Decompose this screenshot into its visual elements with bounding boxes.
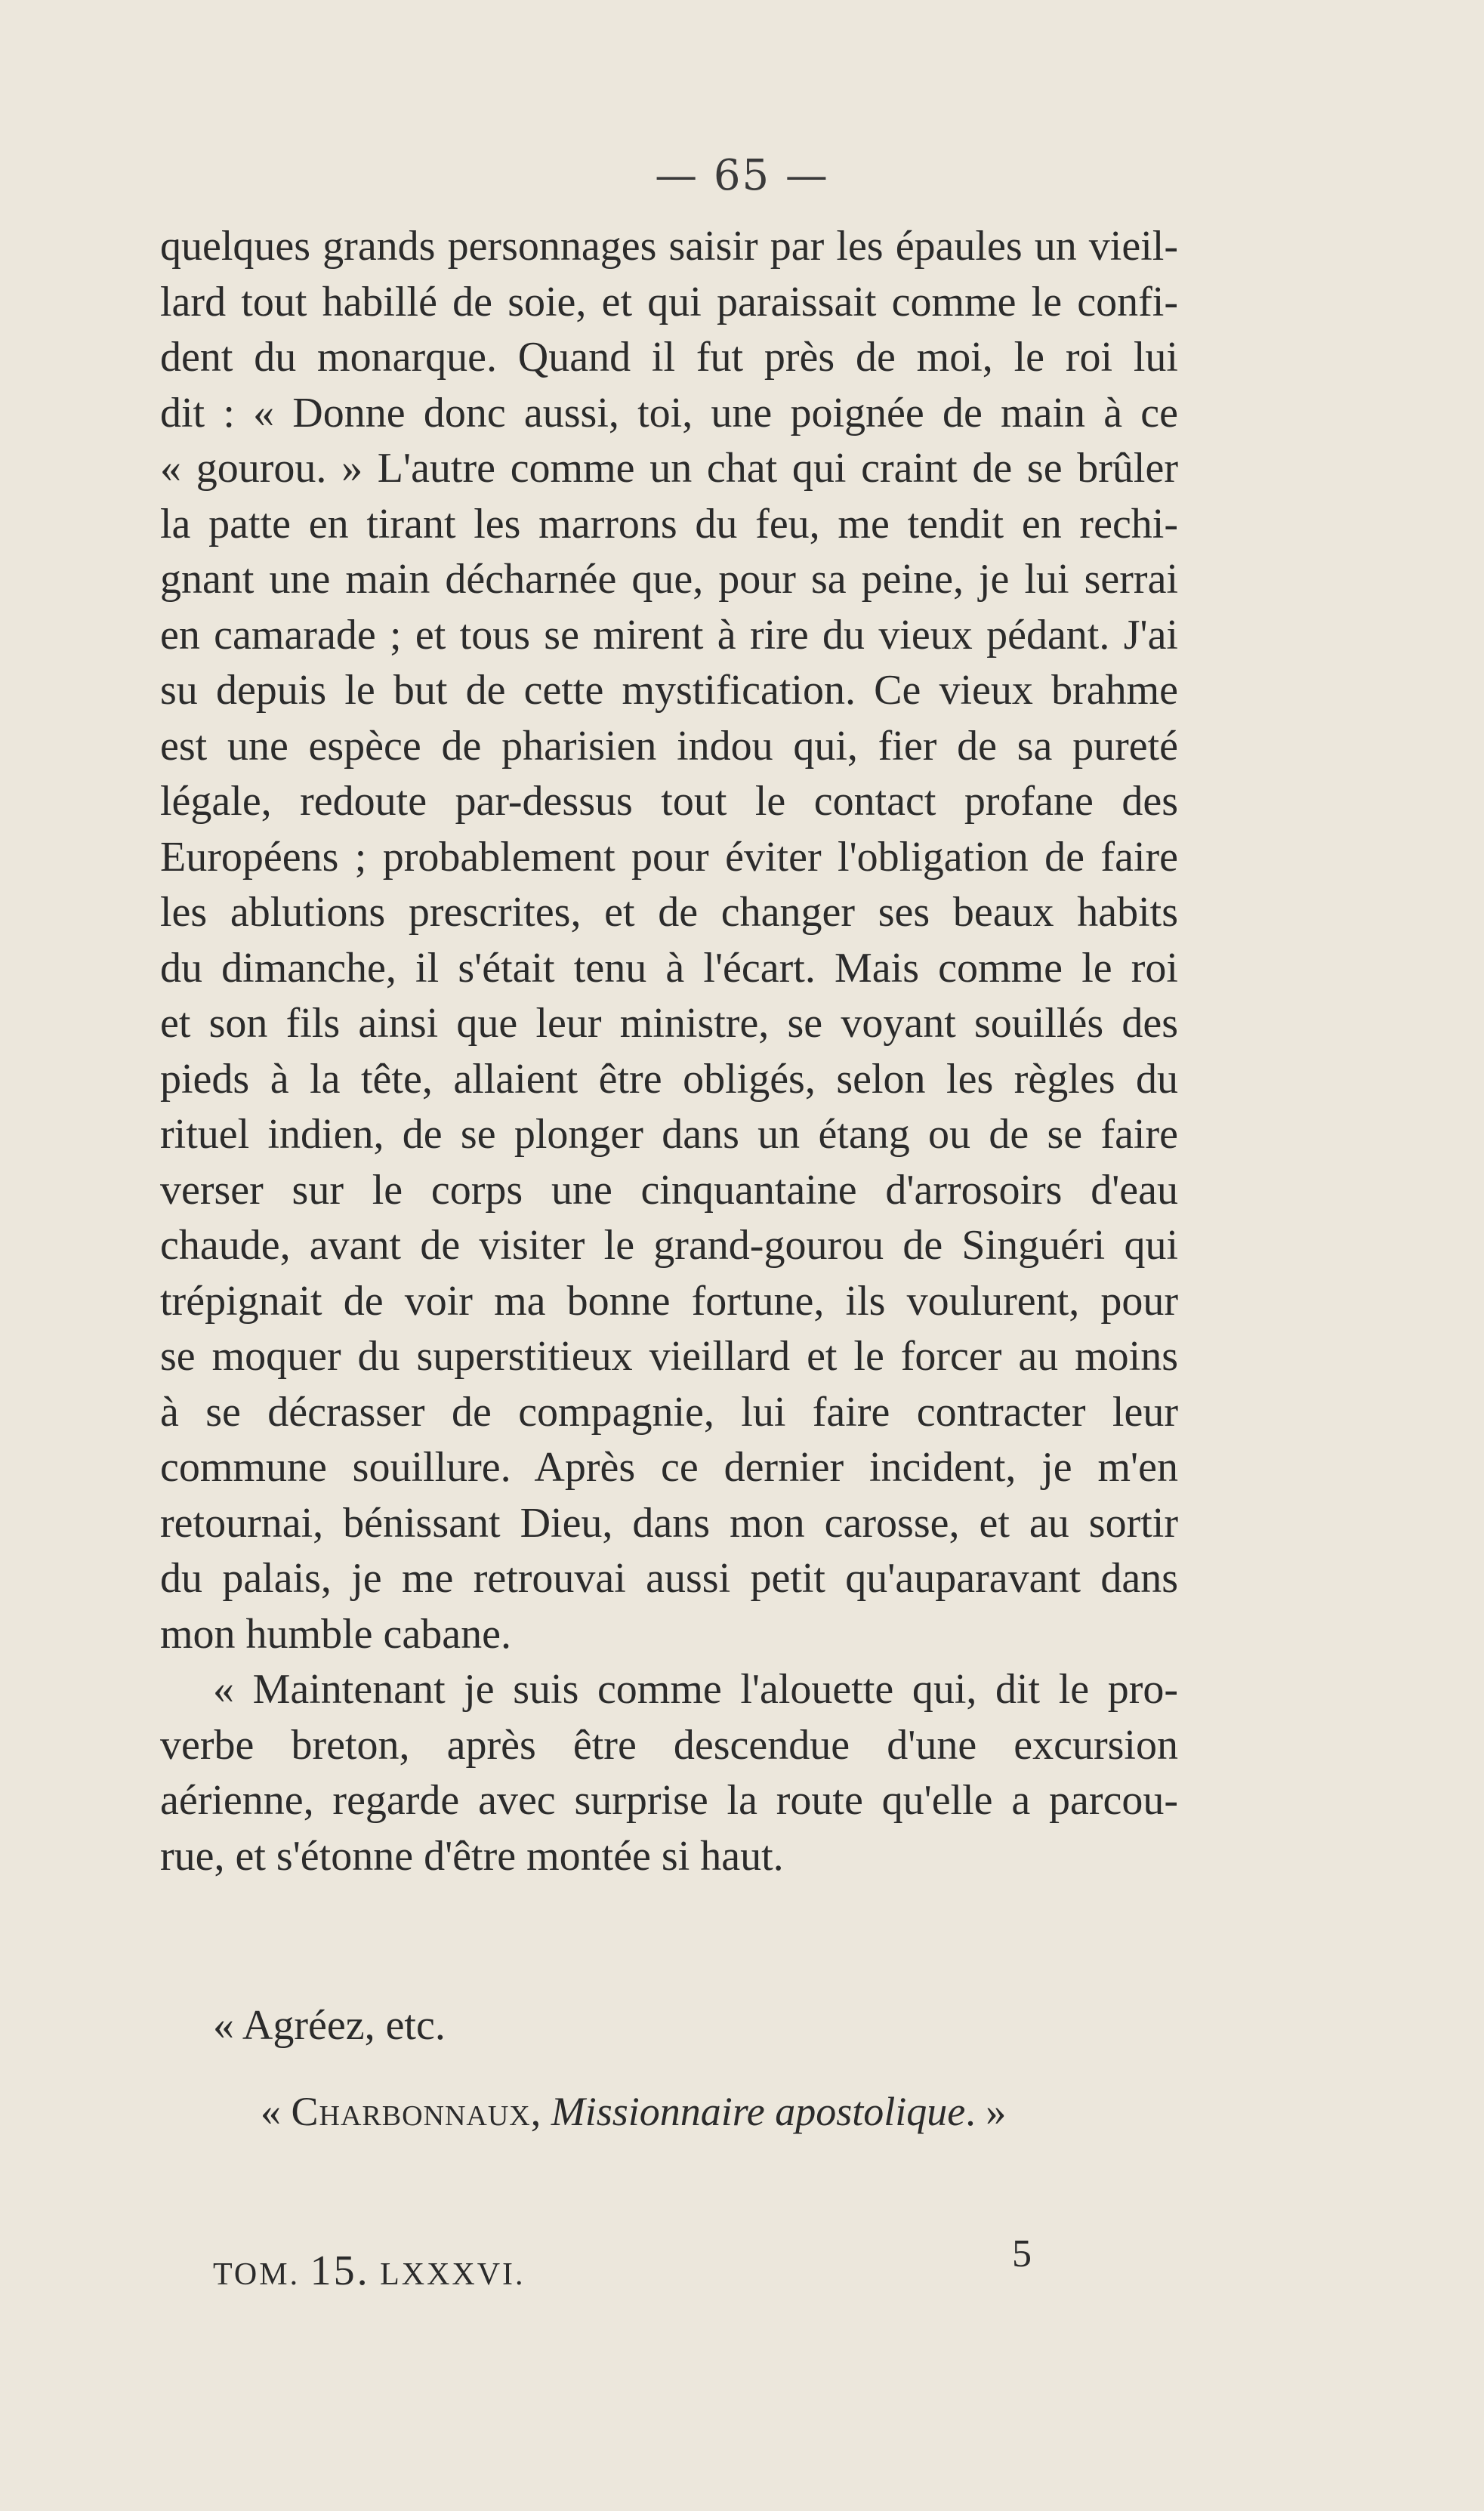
text-line: verser sur le corps une cinquantaine d'arrosoirs d'eau bbox=[160, 1166, 1178, 1214]
footer-signature-mark: 5 bbox=[1012, 2232, 1032, 2275]
text-line: dent du monarque. Quand il fut près de moi, le roi lui bbox=[160, 334, 1178, 381]
text-line: retournai, bénissant Dieu, dans mon carosse, et au sortir bbox=[160, 1499, 1178, 1547]
text-line: « Maintenant je suis comme l'alouette qui, dit le pro- bbox=[213, 1666, 1178, 1713]
text-line: se moquer du superstitieux vieillard et le forcer au moins bbox=[160, 1333, 1178, 1380]
text-line: quelques grands personnages saisir par les épaules un vieil- bbox=[160, 223, 1178, 270]
text-line: du palais, je me retrouvai aussi petit qu'auparavant dans bbox=[160, 1555, 1178, 1602]
text-line: la patte en tirant les marrons du feu, me tendit en rechi- bbox=[160, 500, 1178, 548]
text-line: rituel indien, de se plonger dans un étang ou de se faire bbox=[160, 1111, 1178, 1158]
paragraph-main bbox=[160, 219, 1178, 1662]
text-line: rue, et s'étonne d'être montée si haut. bbox=[160, 1832, 784, 1880]
footer-tom-label: TOM. bbox=[213, 2257, 301, 2292]
signature-close: . » bbox=[965, 2089, 1007, 2134]
text-line: chaude, avant de visiter le grand-gourou de Singuéri qui bbox=[160, 1222, 1178, 1269]
footer-issue: LXXXVI. bbox=[380, 2257, 526, 2292]
text-line: « gourou. » L'autre comme un chat qui craint de se brûler bbox=[160, 445, 1178, 492]
text-line: les ablutions prescrites, et de changer ses beaux habits bbox=[160, 889, 1178, 936]
text-line: commune souillure. Après ce dernier incident, je m'en bbox=[160, 1444, 1178, 1491]
signature-open-quote: « bbox=[261, 2089, 292, 2134]
text-line: légale, redoute par-dessus tout le contact profane des bbox=[160, 778, 1178, 825]
footer-tom-number: 15. bbox=[310, 2247, 370, 2294]
footer-volume-info bbox=[213, 2247, 526, 2295]
signature-title: Missionnaire apostolique bbox=[551, 2089, 966, 2134]
text-line: mon humble cabane. bbox=[160, 1610, 511, 1658]
text-line: Européens ; probablement pour éviter l'obligation de faire bbox=[160, 833, 1178, 881]
text-line: verbe breton, après être descendue d'une excursion bbox=[160, 1721, 1178, 1769]
text-line: su depuis le but de cette mystification. Ce vieux brahme bbox=[160, 667, 1178, 714]
text-line: en camarade ; et tous se mirent à rire du vieux pédant. J'ai bbox=[160, 611, 1178, 659]
signature-name: Charbonnaux bbox=[291, 2089, 531, 2134]
text-line: trépignait de voir ma bonne fortune, ils voulurent, pour bbox=[160, 1277, 1178, 1325]
body-text bbox=[160, 219, 1178, 1884]
signature-separator: , bbox=[530, 2089, 551, 2134]
text-line: gnant une main décharnée que, pour sa peine, je lui serrai bbox=[160, 556, 1178, 603]
text-line: pieds à la tête, allaient être obligés, selon les règles du bbox=[160, 1055, 1178, 1103]
text-line: est une espèce de pharisien indou qui, fier de sa pureté bbox=[160, 722, 1178, 770]
text-line: lard tout habillé de soie, et qui paraissait comme le confi- bbox=[160, 278, 1178, 325]
text-line: aérienne, regarde avec surprise la route qu'elle a parcou- bbox=[160, 1777, 1178, 1824]
page-number-header: — 65 — bbox=[655, 151, 829, 200]
text-line: dit : « Donne donc aussi, toi, une poignée de main à ce bbox=[160, 389, 1178, 436]
text-line: à se décrasser de compagnie, lui faire contracter leur bbox=[160, 1388, 1178, 1436]
closing-formula: « Agréez, etc. bbox=[213, 2002, 446, 2049]
text-line: et son fils ainsi que leur ministre, se voyant souillés des bbox=[160, 1000, 1178, 1047]
text-line: du dimanche, il s'était tenu à l'écart. Mais comme le roi bbox=[160, 944, 1178, 992]
signature-line bbox=[261, 2088, 1006, 2135]
paragraph-alouette bbox=[160, 1662, 1178, 1884]
